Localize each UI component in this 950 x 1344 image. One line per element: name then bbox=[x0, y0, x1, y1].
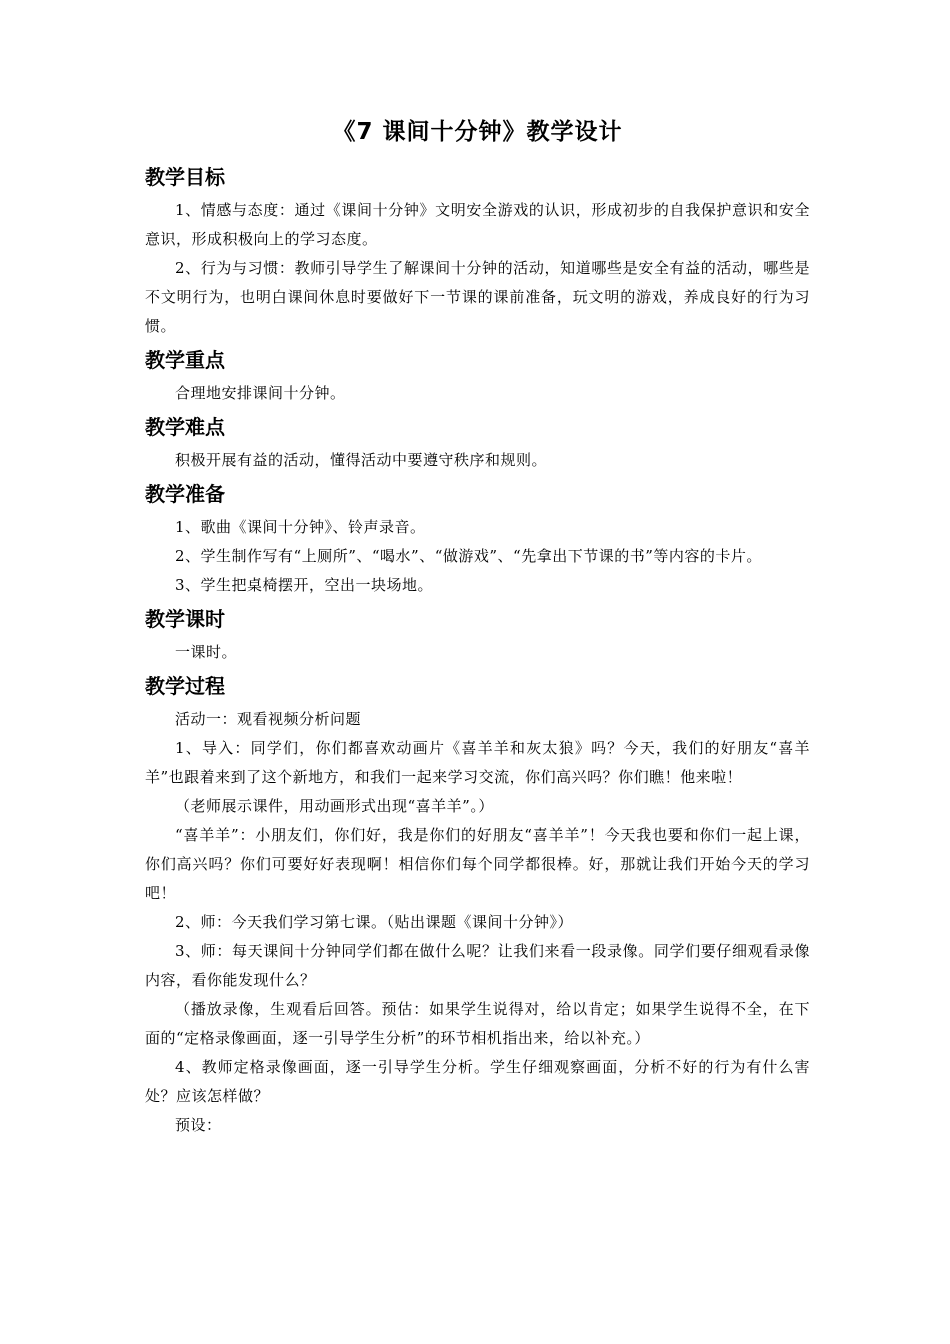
section-objectives bbox=[145, 160, 810, 341]
section-heading: 教学课时 bbox=[145, 607, 225, 631]
section-key-points bbox=[145, 343, 810, 408]
paragraph: 一课时。 bbox=[175, 643, 238, 661]
paragraph: 1、导入：同学们，你们都喜欢动画片《喜羊羊和灰太狼》吗？今天，我们的好朋友“喜羊羊”也跟着来到了这个新地方，和我们一起来学习交流，你们高兴吗？你们瞧！他来啦！ bbox=[145, 739, 810, 786]
document-page bbox=[145, 112, 810, 1142]
paragraph: 2、师：今天我们学习第七课。（贴出课题《课间十分钟》） bbox=[175, 913, 574, 931]
paragraph: “喜羊羊”：小朋友们，你们好，我是你们的好朋友“喜羊羊”！今天我也要和你们一起上课，你们高兴吗？你们可要好好表现啊！相信你们每个同学都很棒。好，那就让我们开始今天的学习吧！ bbox=[145, 826, 810, 902]
paragraph: 预设： bbox=[175, 1116, 222, 1134]
paragraph: 1、歌曲《课间十分钟》、铃声录音。 bbox=[175, 518, 426, 536]
paragraph: 积极开展有益的活动，懂得活动中要遵守秩序和规则。 bbox=[175, 451, 548, 469]
section-heading: 教学过程 bbox=[145, 674, 225, 698]
paragraph: 4、教师定格录像画面，逐一引导学生分析。学生仔细观察画面，分析不好的行为有什么害处？应该怎样做？ bbox=[145, 1058, 810, 1105]
section-heading: 教学难点 bbox=[145, 415, 225, 439]
document-title: 《7 课间十分钟》教学设计 bbox=[332, 119, 623, 145]
section-heading: 教学目标 bbox=[145, 165, 225, 189]
paragraph: 2、行为与习惯：教师引导学生了解课间十分钟的活动，知道哪些是安全有益的活动，哪些是不文明行为，也明白课间休息时要做好下一节课的课前准备，玩文明的游戏，养成良好的行为习惯。 bbox=[145, 259, 810, 335]
section-heading: 教学准备 bbox=[145, 482, 225, 506]
section-process bbox=[145, 669, 810, 1140]
paragraph: 活动一：观看视频分析问题 bbox=[175, 710, 362, 728]
paragraph: 3、学生把桌椅摆开，空出一块场地。 bbox=[175, 576, 434, 594]
paragraph: 合理地安排课间十分钟。 bbox=[175, 384, 346, 402]
paragraph: 3、师：每天课间十分钟同学们都在做什么呢？让我们来看一段录像。同学们要仔细观看录像内容，看你能发现什么？ bbox=[145, 942, 810, 989]
paragraph: 1、情感与态度：通过《课间十分钟》文明安全游戏的认识，形成初步的自我保护意识和安全意识，形成积极向上的学习态度。 bbox=[145, 201, 810, 248]
paragraph: 2、学生制作写有“上厕所”、“喝水”、“做游戏”、“先拿出下节课的书”等内容的卡片。 bbox=[175, 547, 762, 565]
section-preparation bbox=[145, 477, 810, 600]
paragraph: （老师展示课件，用动画形式出现“喜羊羊”。） bbox=[175, 797, 494, 815]
section-difficulties bbox=[145, 410, 810, 475]
paragraph: （播放录像，生观看后回答。预估：如果学生说得对，给以肯定；如果学生说得不全，在下面的“定格录像画面，逐一引导学生分析”的环节相机指出来，给以补充。） bbox=[145, 1000, 810, 1047]
section-heading: 教学重点 bbox=[145, 348, 225, 372]
section-periods bbox=[145, 602, 810, 667]
